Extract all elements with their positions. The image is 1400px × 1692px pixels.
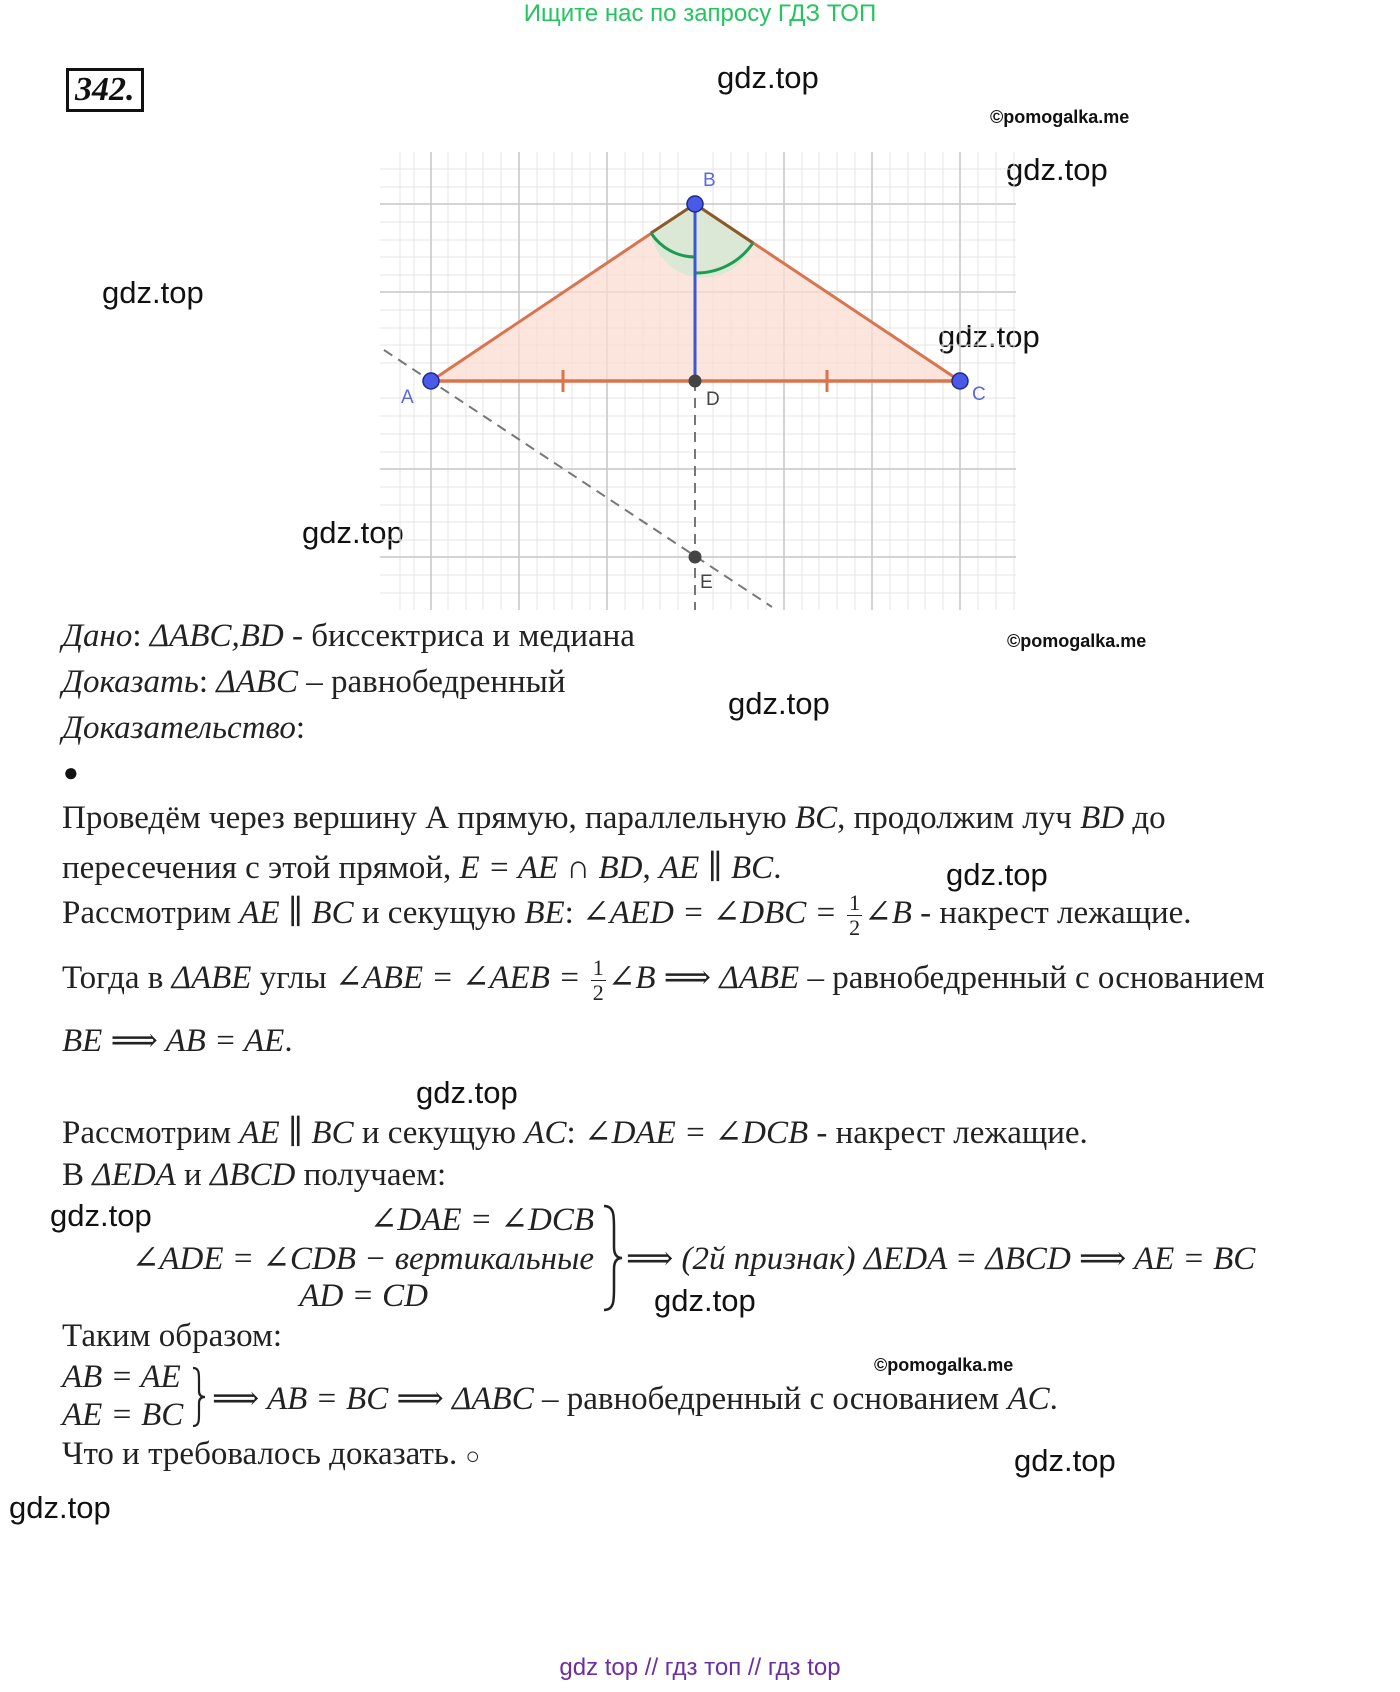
watermark: gdz.top <box>416 1075 518 1110</box>
fraction-half: $\frac{1}{2}$ <box>849 890 861 940</box>
system2-row2: AE = BC <box>62 1397 184 1433</box>
label-b: B <box>703 170 716 191</box>
proof-line-8: Таким образом: <box>62 1318 283 1354</box>
proof-line-5: BE ⟹ AB = AE. <box>62 1023 293 1059</box>
system2-result: ⟹ AB = BC ⟹ ΔABC – равнобедренный с основанием AC. <box>212 1381 1058 1417</box>
qed-circle-icon: ○ <box>465 1444 480 1470</box>
qed-line: Что и требовалось доказать. ○ <box>62 1436 480 1472</box>
watermark: gdz.top <box>654 1283 756 1318</box>
given-line: Дано: ΔABC,BD - биссектриса и медиана <box>62 618 635 654</box>
label-d: D <box>706 389 720 410</box>
watermark: gdz.top <box>50 1198 152 1233</box>
proof-line-2: пересечения с этой прямой, E = AE ∩ BD, AE ∥ BC. <box>62 850 782 886</box>
system1-row1: ∠DAE = ∠DCB <box>369 1202 594 1238</box>
label-c: C <box>972 384 986 405</box>
copyright-watermark: ©pomogalka.me <box>990 107 1130 127</box>
fraction-half: $\frac{1}{2}$ <box>592 955 604 1005</box>
system1-row2: ∠ADE = ∠CDB − вертикальные <box>131 1241 594 1277</box>
proof-heading: Доказательство: <box>62 710 306 746</box>
prove-line: Доказать: ΔABC – равнобедренный <box>62 664 566 700</box>
label-a: A <box>401 387 414 408</box>
watermark: gdz.top <box>102 275 204 310</box>
watermark: gdz.top <box>728 686 830 721</box>
proof-line-4: Тогда в ΔABE углы ∠ABE = ∠AEB = $\frac{1}{2}$ ∠B ⟹ ΔABE – равнобедренный с основанием <box>62 955 1265 1005</box>
point-a <box>423 373 439 389</box>
proof-line-6: Рассмотрим AE ∥ BC и секущую AC: ∠DAE = ∠DCB - накрест лежащие. <box>62 1115 1088 1151</box>
right-brace-icon <box>190 1366 208 1428</box>
watermark: gdz.top <box>9 1490 111 1525</box>
proof-line-7: В ΔEDA и ΔBCD получаем: <box>62 1157 447 1193</box>
watermark: gdz.top <box>302 515 404 550</box>
bottom-banner: gdz top // гдз топ // гдз top <box>559 1654 841 1681</box>
point-e <box>689 551 702 564</box>
copyright-watermark: ©pomogalka.me <box>1007 631 1147 651</box>
system1-result: ⟹ (2й признак) ΔEDA = ΔBCD ⟹ AE = BC <box>626 1241 1256 1277</box>
watermark: gdz.top <box>946 857 1048 892</box>
right-brace-icon <box>600 1203 626 1313</box>
label-e: E <box>700 572 713 593</box>
watermark: gdz.top <box>1006 152 1108 187</box>
point-d <box>689 375 702 388</box>
bullet: ● <box>63 758 79 787</box>
problem-number: 342. <box>66 68 144 112</box>
top-banner: Ищите нас по запросу ГДЗ ТОП <box>523 0 877 27</box>
proof-line-1: Проведём через вершину А прямую, параллельную BC, продолжим луч BD до <box>62 800 1166 836</box>
proof-line-3: Рассмотрим AE ∥ BC и секущую BE: ∠AED = ∠DBC = $\frac{1}{2}$ ∠B - накрест лежащие. <box>62 890 1192 940</box>
system1-row3: AD = CD <box>299 1278 428 1314</box>
copyright-watermark: ©pomogalka.me <box>874 1355 1014 1375</box>
point-c <box>952 373 968 389</box>
watermark: gdz.top <box>1014 1443 1116 1478</box>
watermark: gdz.top <box>938 319 1040 354</box>
system2-row1: AB = AE <box>62 1359 181 1395</box>
watermark: gdz.top <box>717 60 819 95</box>
point-b <box>687 196 703 212</box>
triangle-figure <box>380 152 1020 612</box>
